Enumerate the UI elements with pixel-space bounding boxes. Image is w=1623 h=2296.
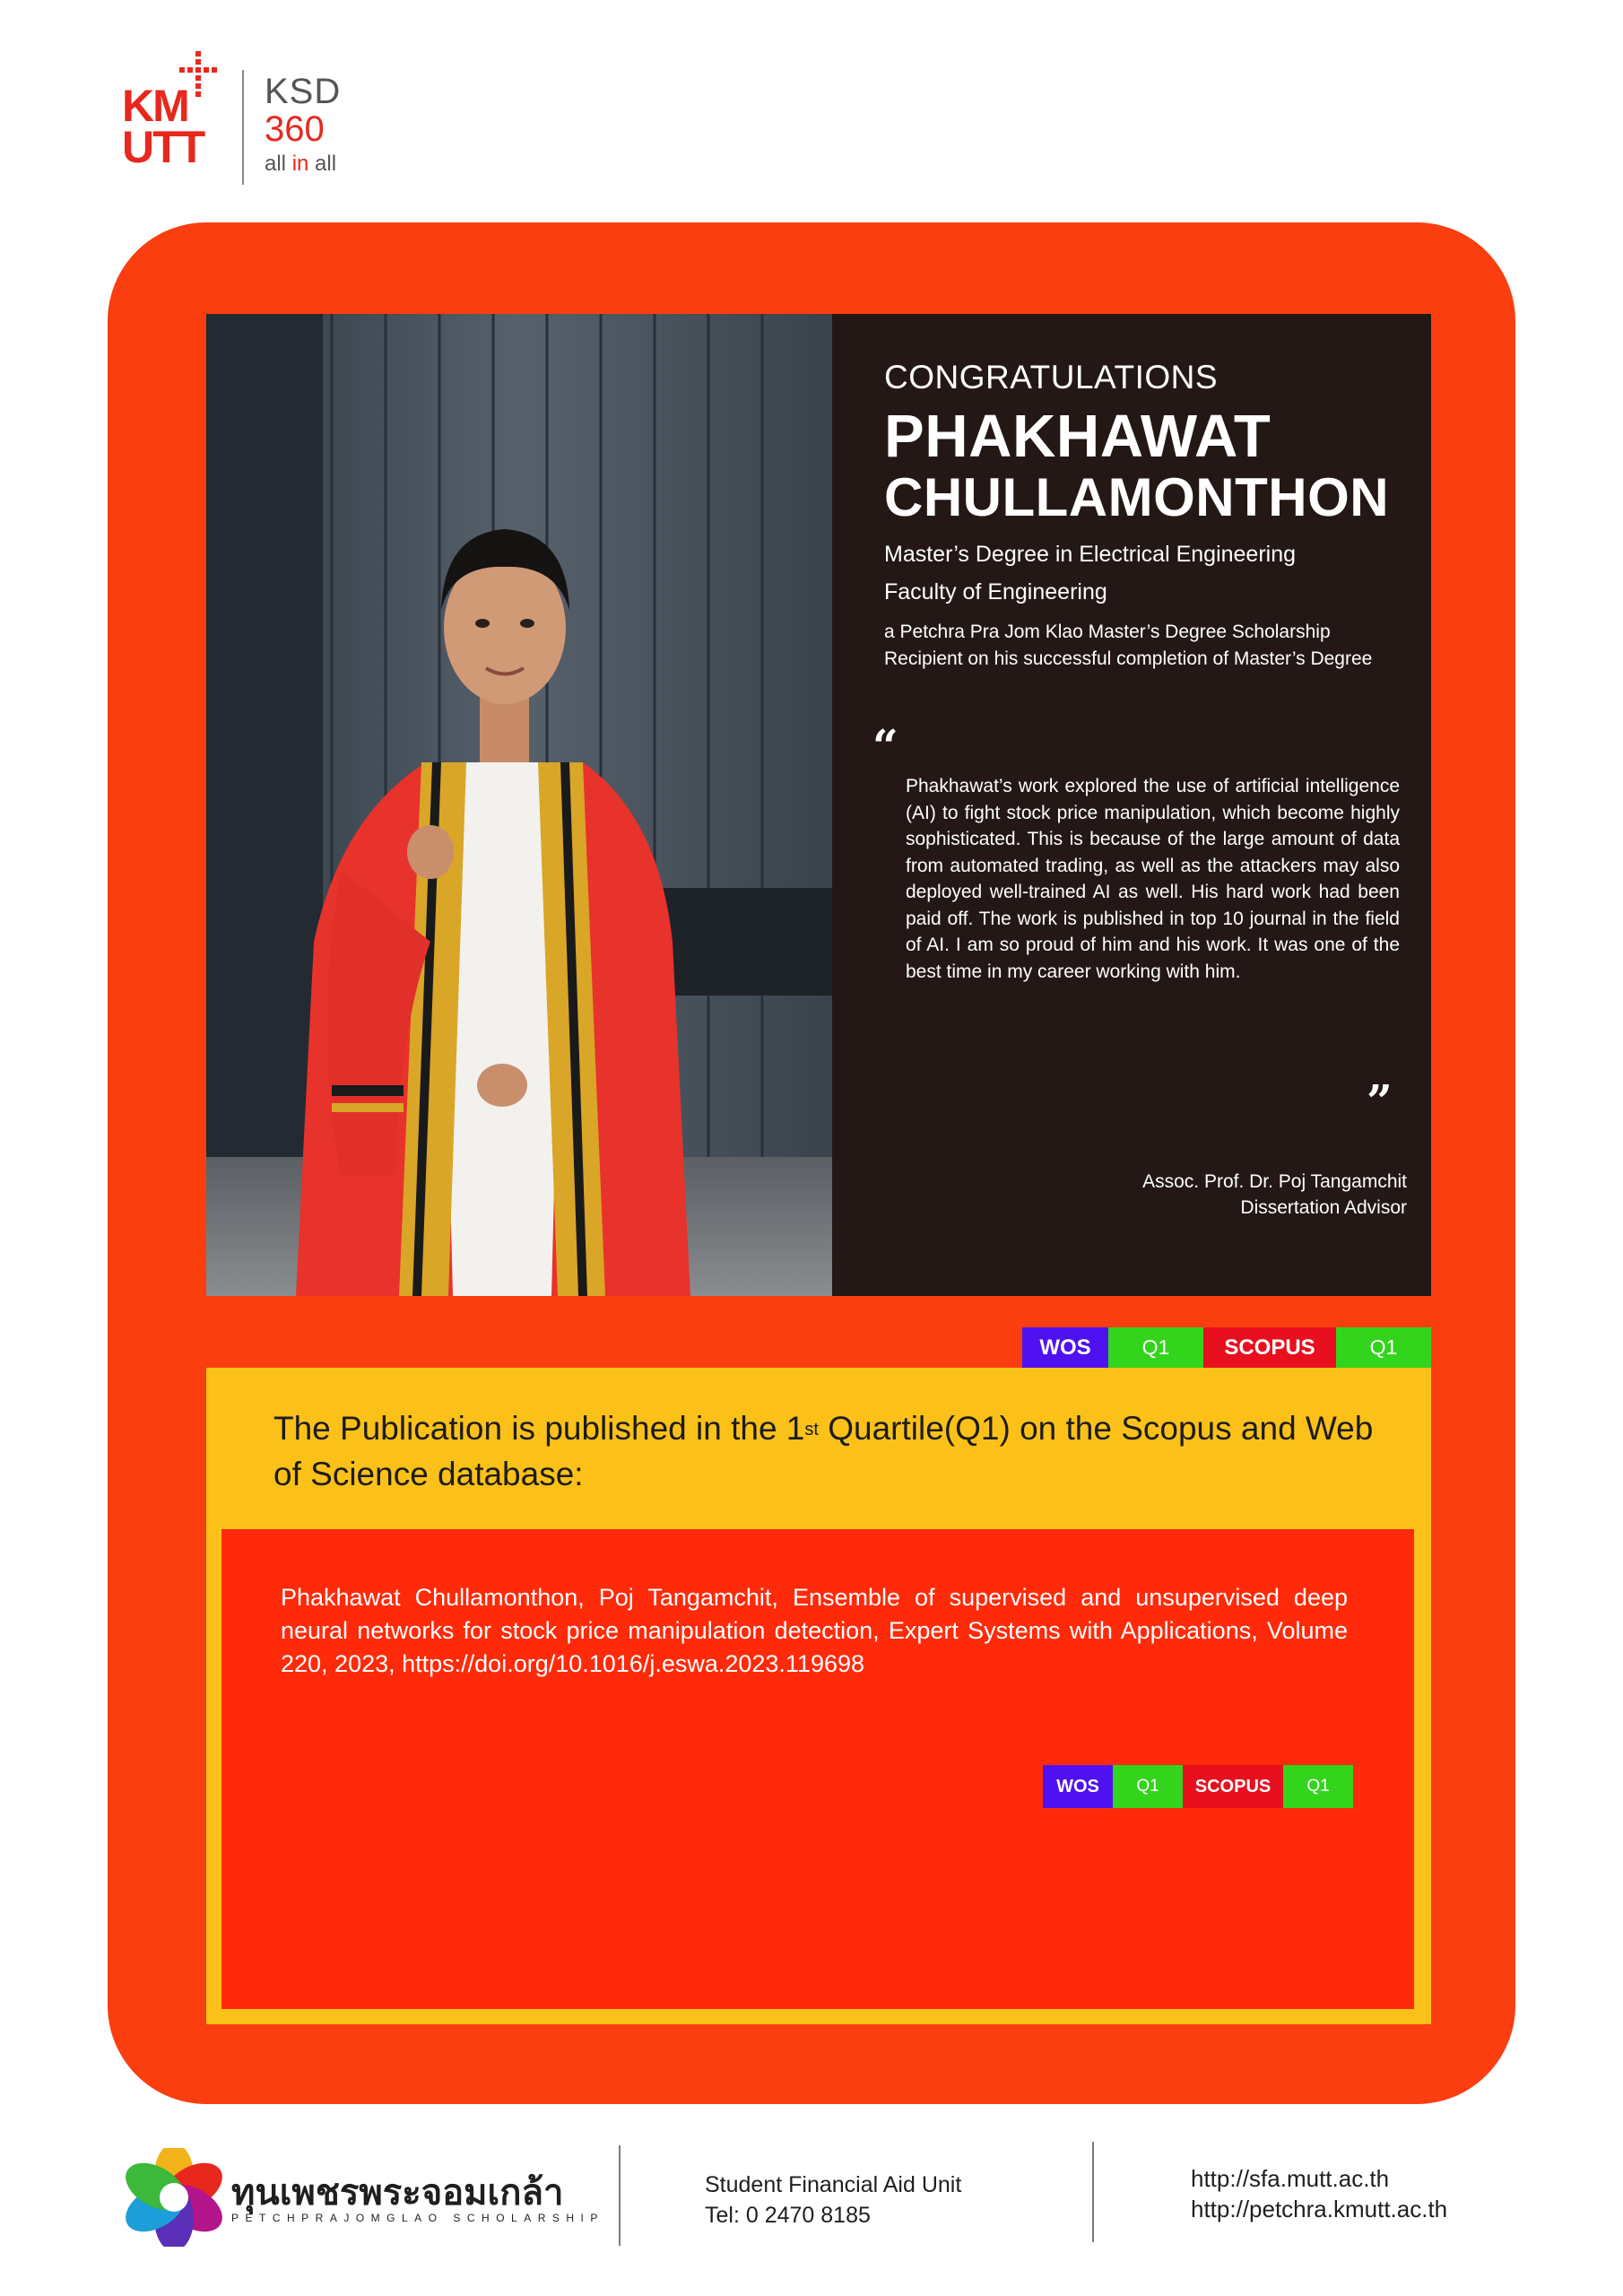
- degree-line: Master’s Degree in Electrical Engineering: [884, 542, 1297, 567]
- unit-name: Student Financial Aid Unit: [705, 2172, 962, 2197]
- sfa-url-link[interactable]: http://sfa.mutt.ac.th: [1191, 2165, 1390, 2192]
- advisor-name: Assoc. Prof. Dr. Poj Tangamchit: [1142, 1171, 1407, 1192]
- close-quote-mark: ”: [1367, 1074, 1393, 1127]
- kmutt-logo-utt: UTT: [122, 122, 204, 172]
- footer-divider-right: [1092, 2142, 1094, 2242]
- open-quote-mark: “: [872, 719, 898, 772]
- publication-heading: The Publication is published in the 1st Quartile(Q1) on the Scopus and Web of Science database:: [273, 1410, 1374, 1492]
- congratulations-heading: CONGRATULATIONS: [884, 359, 1219, 396]
- wos-q1-badge: Q1: [1108, 1327, 1203, 1368]
- publication-panel: [206, 1368, 1431, 2024]
- unit-phone: Tel: 0 2470 8185: [705, 2203, 871, 2228]
- kmutt-logo-km: KM: [122, 81, 188, 131]
- advisor-role: Dissertation Advisor: [1240, 1197, 1407, 1218]
- scopus-q1-badge-small: Q1: [1283, 1765, 1353, 1808]
- ksd-logo-name: KSD: [265, 72, 342, 111]
- petchra-flower-icon: [115, 2148, 233, 2247]
- kmutt-logo: [117, 49, 224, 172]
- advisor-quote: Phakhawat’s work explored the use of artificial intelligence (AI) to fight stock price manipulation, which become highly sophisticated. This is because of the large amount of data from automated trading, as well as the attackers may also deployed well-trained AI as well. His hard work had been paid off. The work is published in top 10 journal in the field of AI. I am so proud of him and his work. It was one of the best time in my career working with him.: [906, 776, 1400, 982]
- scopus-badge-small: SCOPUS: [1183, 1765, 1283, 1808]
- wos-badge-small: WOS: [1043, 1765, 1113, 1808]
- scholarship-text: a Petchra Pra Jom Klao Master’s Degree Scholarship Recipient on his successful completion of Master’s Degree: [884, 622, 1373, 669]
- wos-badge: WOS: [1022, 1327, 1108, 1368]
- recipient-last-name: CHULLAMONTHON: [884, 467, 1390, 527]
- scholarship-thai-title: ทุนเพชรพระจอมเกล้า: [231, 2173, 564, 2213]
- scholarship-subtitle: PETCHPRAJOMGLAO SCHOLARSHIP: [231, 2212, 604, 2224]
- petchra-url-link[interactable]: http://petchra.kmutt.ac.th: [1191, 2196, 1448, 2222]
- ksd-logo-tagline: all in all: [265, 152, 337, 176]
- recipient-first-name: PHAKHAWAT: [884, 403, 1271, 470]
- citation-text: Phakhawat Chullamonthon, Poj Tangamchit, Ensemble of supervised and unsupervised deep neural networks for stock price manipulation detection, Expert Systems with Applications, Volume 220, 2023, https://doi.org/10.1016/j.eswa.2023.119698: [281, 1584, 1348, 1677]
- scopus-badge: SCOPUS: [1203, 1327, 1336, 1368]
- graduate-illustration: [206, 314, 832, 1296]
- ksd-logo-number: 360: [265, 109, 325, 149]
- scopus-q1-badge: Q1: [1336, 1327, 1431, 1368]
- graduate-photo: [206, 314, 832, 1296]
- ksd360-logo: [265, 72, 390, 184]
- faculty-line: Faculty of Engineering: [884, 579, 1107, 604]
- header-divider: [242, 70, 244, 185]
- footer-divider-left: [619, 2145, 621, 2246]
- info-panel: [832, 314, 1431, 1296]
- wos-q1-badge-small: Q1: [1113, 1765, 1183, 1808]
